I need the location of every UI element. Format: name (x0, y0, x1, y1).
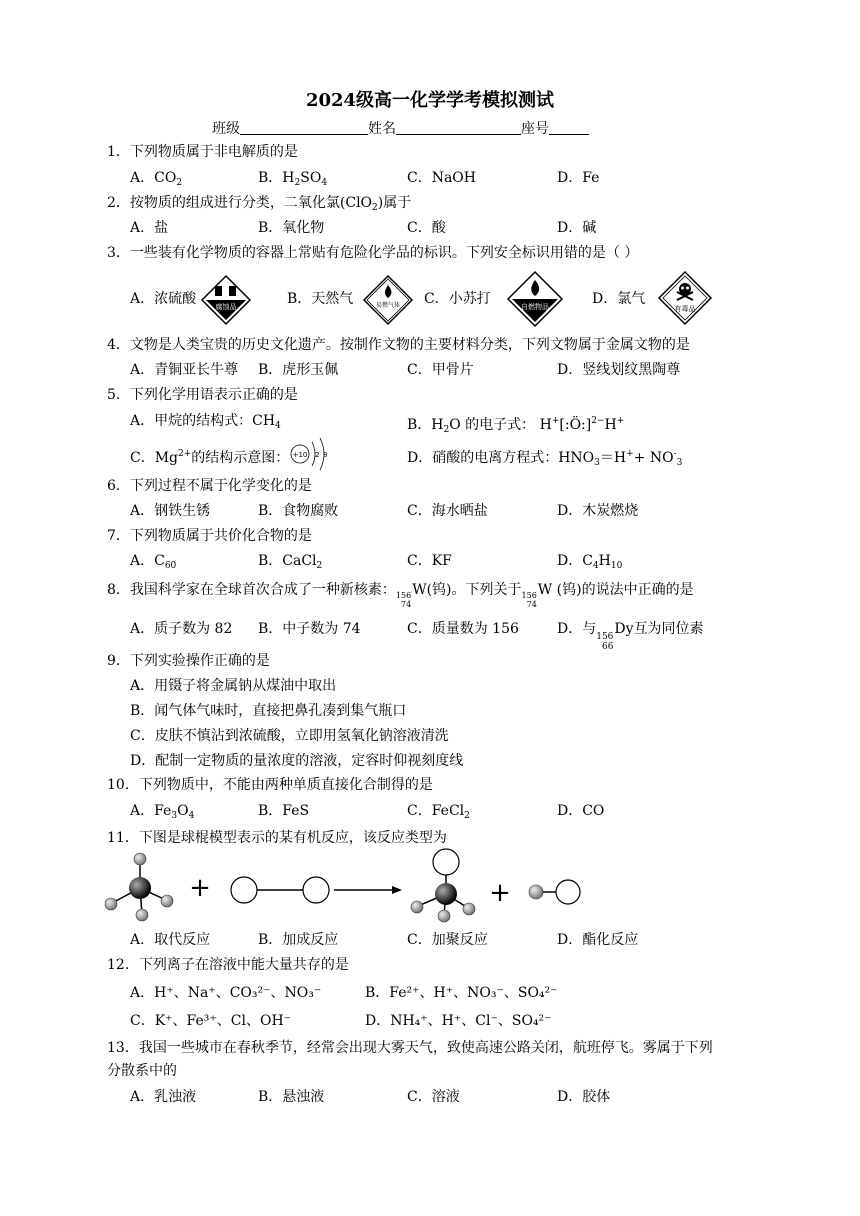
methane-model (105, 853, 173, 921)
q7-option-a: A．$C_{60}$ (130, 553, 177, 571)
q5-option-c: C．$Mg^{2+}$的结构示意图： (130, 449, 290, 466)
atomic-structure-diagram (290, 434, 332, 474)
flammable-gas-sign-icon (362, 274, 414, 326)
seat-blank[interactable] (549, 120, 589, 135)
page-title: 2024级高一化学学考模拟测试 (305, 90, 555, 111)
q8-option-c: C．质量数为 156 (407, 621, 519, 637)
q9-option-a: A．用镊子将金属钠从煤油中取出 (130, 678, 337, 694)
question-1-stem: 1．下列物质属于非电解质的是 (107, 144, 298, 160)
question-4-stem: 4．文物是人类宝贵的历史文化遗产。按制作文物的主要材料分类，下列文物属于金属文物的是 (107, 337, 690, 353)
question-13-stem-cont: 分散系中的 (107, 1063, 177, 1079)
q12-option-a: A．H⁺、Na⁺、CO₃²⁻、NO₃⁻ (130, 985, 322, 1001)
plus-icon-2: + (489, 878, 511, 908)
q6-option-c: C．海水晒盐 (407, 503, 488, 519)
class-label: 班级 (212, 121, 240, 137)
question-10-stem: 10．下列物质中，不能由两种单质直接化合制得的是 (107, 777, 433, 793)
q12-option-d: D．NH₄⁺、H⁺、Cl⁻、SO₄²⁻ (365, 1013, 552, 1029)
question-8-stem: 8．我国科学家在全球首次合成了一种新核素： 156 74 W(钨)。下列关于 156 74 W (钨)的说法中正确的是 (107, 582, 694, 609)
q4-option-c: C．甲骨片 (407, 362, 474, 378)
q2-option-d: D．碱 (557, 220, 597, 236)
svg-text:腐蚀品: 腐蚀品 (215, 303, 237, 311)
toxic-sign-icon (657, 270, 713, 326)
svg-text:有毒品: 有毒品 (674, 305, 696, 313)
reaction-arrow-icon (334, 886, 402, 894)
q4-option-a: A．青铜亚长牛尊 (130, 362, 239, 378)
q5-option-d: D．硝酸的电离方程式：$HNO_3=H^++ NO^-_3$ (407, 449, 683, 468)
seat-label: 座号 (521, 121, 549, 137)
q5-option-b: B．$H_2O$ 的电子式： H+[:Ö:]$^{2-}$H+ (407, 416, 625, 435)
class-blank[interactable] (240, 120, 368, 135)
question-9-stem: 9．下列实验操作正确的是 (107, 653, 270, 669)
chloromethane-model (411, 849, 475, 922)
svg-text:易燃气体: 易燃气体 (375, 302, 401, 309)
nuclide-dy: 156 66 (596, 632, 614, 652)
q12-option-c: C．K⁺、Fe³⁺、Cl、OH⁻ (130, 1013, 292, 1029)
student-info (212, 118, 589, 138)
q11-option-d: D．酯化反应 (557, 932, 639, 948)
svg-text:+10: +10 (292, 451, 308, 459)
q11-option-a: A．取代反应 (130, 932, 211, 948)
q1-option-c: C．NaOH (407, 170, 476, 186)
q9-option-b: B．闻气体气味时，直接把鼻孔凑到集气瓶口 (130, 703, 407, 719)
ball-stick-reaction-diagram (100, 848, 590, 926)
q6-option-d: D．木炭燃烧 (557, 503, 639, 519)
question-2-stem: 2．按物质的组成进行分类，二氧化氯(ClO$_2$)属于 (107, 195, 412, 213)
question-3-stem: 3．一些装有化学物质的容器上常贴有危险化学品的标识。下列安全标识用错的是（ ） (107, 245, 639, 261)
q13-option-d: D．胶体 (557, 1089, 611, 1105)
question-5-stem: 5．下列化学用语表示正确的是 (107, 387, 298, 403)
q1-option-b: B．$H_2SO_4$ (258, 170, 328, 188)
q1-option-d: D．Fe (557, 170, 600, 186)
q8-option-a: A．质子数为 82 (130, 621, 233, 637)
q13-option-b: B．悬浊液 (258, 1089, 325, 1105)
q7-option-d: D．$C_4H_{10}$ (557, 553, 623, 571)
question-6-stem: 6．下列过程不属于化学变化的是 (107, 478, 312, 494)
q3-option-b: B．天然气 (287, 291, 354, 307)
q6-option-a: A．钢铁生锈 (130, 503, 211, 519)
q10-option-a: A．$Fe_3O_4$ (130, 803, 195, 821)
q11-option-c: C．加聚反应 (407, 932, 488, 948)
svg-text:2: 2 (315, 451, 320, 459)
nuclide-w: 156 74 (395, 591, 412, 609)
q13-option-c: C．溶液 (407, 1089, 460, 1105)
q9-option-c: C．皮肤不慎沾到浓硫酸，立即用氢氧化钠溶液清洗 (130, 728, 449, 744)
question-12-stem: 12．下列离子在溶液中能大量共存的是 (107, 957, 349, 973)
q5-option-a: A．甲烷的结构式：$CH_4$ (130, 413, 281, 431)
name-label: 姓名 (368, 121, 396, 137)
q10-option-d: D．CO (557, 803, 605, 819)
question-11-stem: 11．下图是球棍模型表示的某有机反应，该反应类型为 (107, 830, 447, 846)
hydrogen-chloride-model (529, 880, 580, 904)
svg-text:自燃物品: 自燃物品 (521, 303, 549, 311)
q2-option-c: C．酸 (407, 220, 446, 236)
corrosive-sign-icon (200, 274, 252, 326)
q3-option-c: C．小苏打 (424, 291, 491, 307)
q13-option-a: A．乳浊液 (130, 1089, 197, 1105)
q1-option-a: A．$CO_2$ (130, 170, 183, 188)
q9-option-d: D．配制一定物质的量浓度的溶液，定容时仰视刻度线 (130, 753, 464, 769)
q8-option-b: B．中子数为 74 (258, 621, 361, 637)
q12-option-b: B．Fe²⁺、H⁺、NO₃⁻、SO₄²⁻ (365, 985, 558, 1001)
q7-option-b: B．CaCl$_2$ (258, 553, 323, 571)
q2-option-b: B．氧化物 (258, 220, 325, 236)
name-blank[interactable] (396, 120, 521, 135)
plus-icon: + (189, 873, 211, 903)
q8-option-d: D．与 156 66 Dy互为同位素 (557, 621, 704, 652)
q2-option-a: A．盐 (130, 220, 169, 236)
spontaneous-combustion-sign-icon (506, 270, 564, 328)
q10-option-c: C．FeCl$_2$ (407, 803, 470, 821)
q7-option-c: C．KF (407, 553, 452, 569)
q4-option-b: B．虎形玉佩 (258, 362, 339, 378)
chlorine-model (231, 877, 329, 903)
q3-option-a: A．浓硫酸 (130, 291, 197, 307)
electron-formula: H+[:Ö:]$^{2-}$H+ (539, 416, 625, 433)
q3-option-d: D．氯气 (592, 291, 646, 307)
q10-option-b: B．FeS (258, 803, 310, 819)
q11-option-b: B．加成反应 (258, 932, 339, 948)
q6-option-b: B．食物腐败 (258, 503, 339, 519)
question-7-stem: 7．下列物质属于共价化合物的是 (107, 528, 312, 544)
nuclide-w-2: 156 74 (521, 591, 537, 609)
question-13-stem: 13．我国一些城市在春秋季节，经常会出现大雾天气，致使高速公路关闭，航班停飞。雾属于下列 (107, 1040, 713, 1056)
q4-option-d: D．竖线划纹黑陶尊 (557, 362, 681, 378)
svg-text:8: 8 (323, 451, 328, 459)
